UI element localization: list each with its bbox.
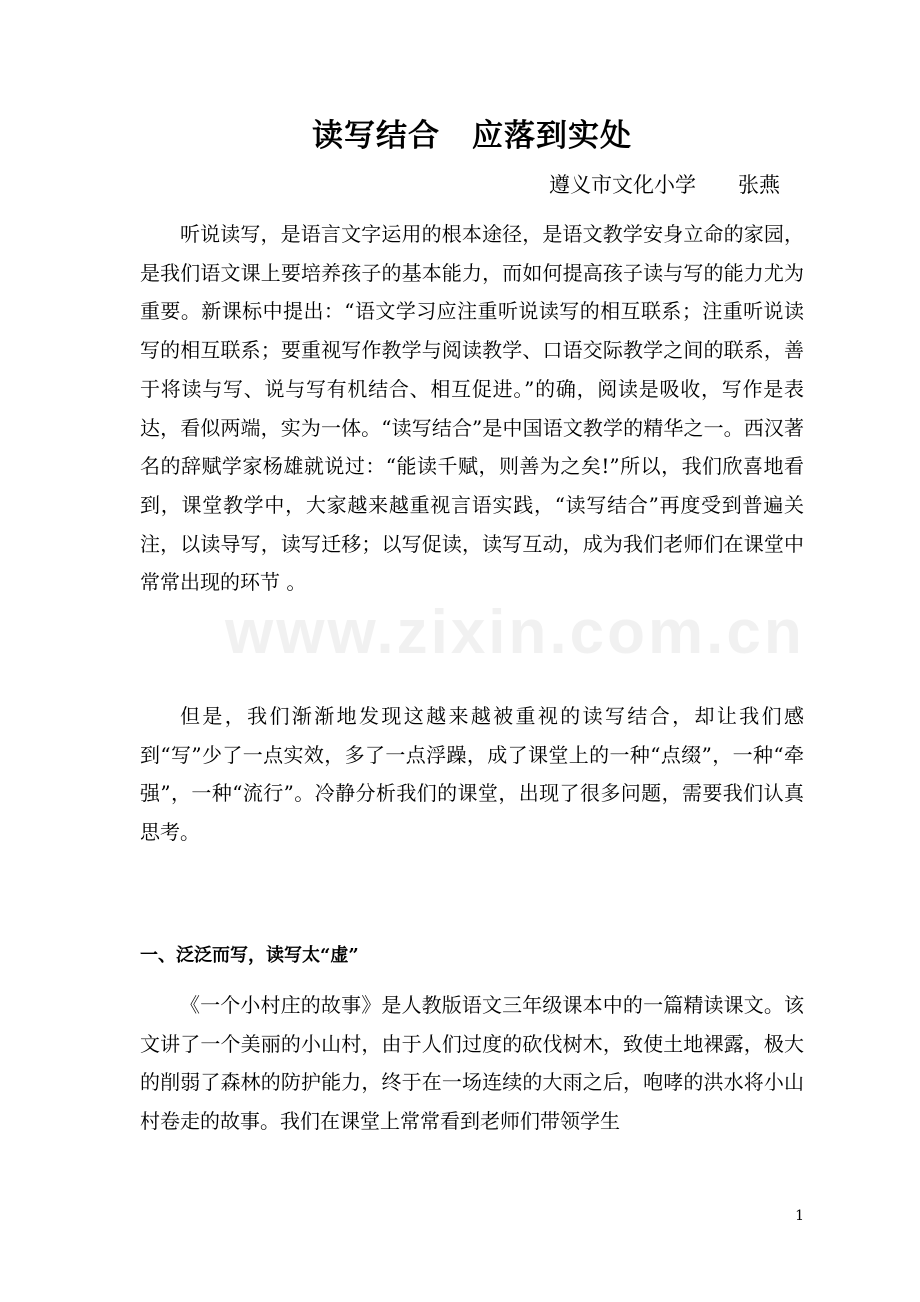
author-line: 遵义市文化小学 张燕 <box>549 173 780 197</box>
paragraph-example: 《一个小村庄的故事》是人教版语文三年级课本中的一篇精读课文。该文讲了一个美丽的小山村，由于人们过度的砍伐树木，致使土地裸露，极大的削弱了森林的防护能力，终于在一场连续的大雨之后，咆哮的洪水将小山村卷走的故事。我们在课堂上常常看到老师们带领学生 <box>140 993 804 1134</box>
section-heading: 一、泛泛而写，读写太“虚” <box>140 945 359 966</box>
paragraph-intro: 听说读写，是语言文字运用的根本途径，是语文教学安身立命的家园，是我们语文课上要培养孩子的基本能力，而如何提高孩子读与写的能力尤为重要。新课标中提出：“语文学习应注重听说读写的相互联系；注重听说读写的相互联系；要重视写作教学与阅读教学、口语交际教学之间的联系，善于将读与写、说与写有机结合、相互促进。”的确，阅读是吸收，写作是表达，看似两端，实为一体。“读写结合”是中国语文教学的精华之一。西汉著名的辞赋学家杨雄就说过：“能读千赋，则善为之矣!”所以，我们欣喜地看到，课堂教学中，大家越来越重视言语实践，“读写结合”再度受到普遍关注，以读导写，读写迁移；以写促读，读写互动，成为我们老师们在课堂中常常出现的环节 。 <box>140 222 804 595</box>
document-title: 读写结合 应落到实处 <box>312 118 632 154</box>
watermark: www.zixin.com.cn <box>225 598 805 667</box>
page-number: 1 <box>795 1208 804 1224</box>
paragraph-problem: 但是，我们渐渐地发现这越来越被重视的读写结合，却让我们感到“写”少了一点实效，多了一点浮躁，成了课堂上的一种“点缀”，一种“牵强”，一种“流行”。冷静分析我们的课堂，出现了很多问题，需要我们认真思考。 <box>140 704 804 845</box>
